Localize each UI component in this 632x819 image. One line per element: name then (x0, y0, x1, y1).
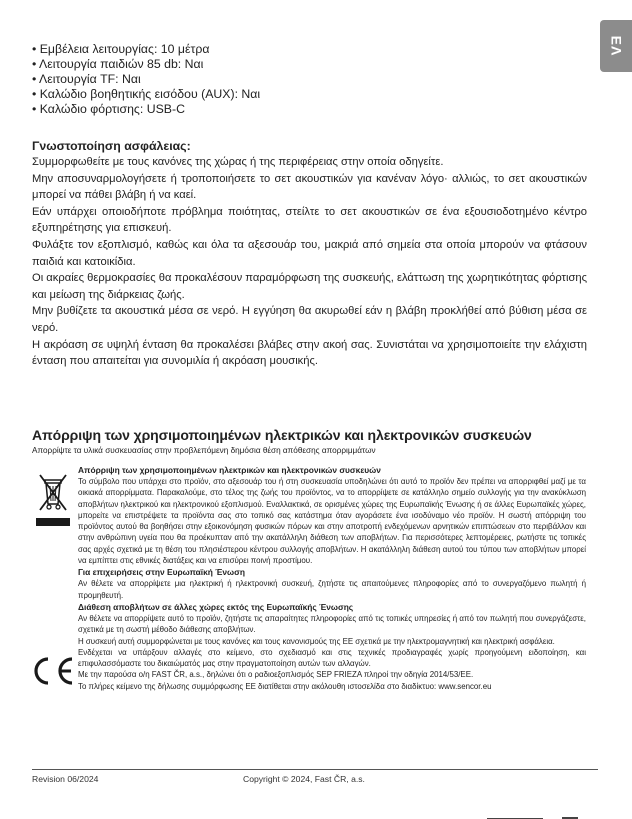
language-tab (600, 20, 632, 72)
crossed-bin-icon (36, 472, 70, 512)
footer-divider (32, 769, 598, 770)
safety-paragraph: Μην βυθίζετε τα ακουστικά μέσα σε νερό. Η εγγύηση θα ακυρωθεί εάν η βλάβη προκλήθεί από βύθιση μέσα σε νερό. (32, 305, 587, 334)
weee-title: Απόρριψη των χρησιμοποιημένων ηλεκτρικών και ηλεκτρονικών συσκευών (32, 427, 532, 443)
weee-subtitle: Απορρίψτε τα υλικά συσκευασίας στην προβλεπόμενη δημόσια θέση απόθεσης απορριμμάτων (32, 446, 376, 455)
weee-section-heading: Για επιχειρήσεις στην Ευρωπαϊκή Ένωση (78, 567, 245, 578)
declaration-url-text: Το πλήρες κείμενο της δήλωσης συμμόρφωσης ΕΕ διατίθεται στην ακόλουθη ιστοσελίδα στο διαδίκτυο: www.sencor.eu (78, 681, 492, 691)
weee-body (78, 464, 586, 692)
safety-notice (32, 139, 587, 370)
weee-section-heading: Απόρριψη των χρησιμοποιημένων ηλεκτρικών και ηλεκτρονικών συσκευών (78, 465, 381, 475)
language-tab-label: EΛ (608, 35, 624, 57)
spec-item: • Εμβέλεια λειτουργίας: 10 μέτρα (32, 42, 210, 56)
copyright-label: Copyright © 2024, Fast ČR, a.s. (243, 774, 365, 784)
spec-item: • Καλώδιο βοηθητικής εισόδου (AUX): Ναι (32, 87, 261, 101)
bin-bar (36, 518, 70, 526)
safety-paragraph: Εάν υπάρχει οποιοδήποτε πρόβλημα ποιότητας, στείλτε το σετ ακουστικών σε ένα εξουσιοδοτημένο κέντρο εξυπηρέτησης για επισκευή. (32, 205, 587, 235)
safety-paragraph: Φυλάξτε τον εξοπλισμό, καθώς και όλα τα αξεσουάρ του, μακριά από σημεία στα οποία μπορούν να φτάσουν παιδιά και κατοικίδια. (32, 238, 587, 268)
weee-section-text: Αν θέλετε να απορρίψετε μια ηλεκτρική ή ηλεκτρονική συσκευή, ζητήστε τις απαιτούμενες πληροφορίες από το συνεργαζόμενο πωλητή ή προμηθευτή. (78, 579, 586, 600)
weee-section-text: Το σύμβολο που υπάρχει στο προϊόν, στο αξεσουάρ του ή στη συσκευασία υποδηλώνει ότι αυτό το προϊόν δεν πρέπει να απορριφθεί μαζί με τα οικιακά απορρίμματα. Παρακαλούμε, στο τέλος της ζωής του προϊόντος, να το απορρίψετε σε κατάλληλο σημείο συλλογής για την ανακύκλωση αποβλήτων ηλεκτρικού και ηλεκτρονικού εξοπλισμού. Εναλλακτικά, σε ορισμένες χώρες της Ευρωπαϊκής Ένωσης ή σε άλλες Ευρωπαϊκές χώρες, μπορείτε να επιστρέψετε τα προϊόντα σας στο τοπικό σας κατάστημα όταν αγοράσετε ένα ισοδύναμο νέο προϊόν. Η σωστή απόρριψη του προϊόντος αυτού θα βοηθήσει στην εξοικονόμηση φυσικών πόρων και στην αποτροπή ενδεχόμενων αρνητικών επιπτώσεων στο περιβάλλον και στην ανθρώπινη υγεία που θα προέκυπταν από την ακατάλληλη διάθεση των αποβλήτων. Για περισσότερες λεπτομέρειες, ρωτήστε τις τοπικές σας αρχές σχετικά με τη θέση του πλησιέστερου κέντρου συλλογής αποβλήτων. Η ακατάλληλη διάθεση αυτού του τύπου των αποβλήτων μπορεί να εμπίπτει στις εθνικές διατάξεις και να επισύρει ποινή προστίμου. (78, 477, 586, 566)
safety-heading: Γνωστοποίηση ασφάλειας: (32, 139, 191, 153)
ce-mark-icon (28, 655, 76, 687)
spec-item: • Λειτουργία TF: Ναι (32, 72, 141, 86)
safety-paragraph: Συμμορφωθείτε με τους κανόνες της χώρας ή της περιφέρειας στην οποία οδηγείτε. (32, 156, 444, 168)
weee-section-heading: Διάθεση αποβλήτων σε άλλες χώρες εκτός της Ευρωπαϊκής Ένωσης (78, 601, 354, 612)
safety-paragraph: Μην αποσυναρμολογήσετε ή τροποποιήσετε το σετ ακουστικών για κανέναν λόγο· αλλιώς, το σετ ακουστικών μπορεί να πάθει βλάβη ή να καεί. (32, 172, 587, 202)
safety-paragraph: Οι ακραίες θερμοκρασίες θα προκαλέσουν παραμόρφωση της συσκευής, ελάττωση της χωρητικότητας φόρτισης και μείωση της διάρκειας ζωής. (32, 272, 587, 301)
spec-item: • Καλώδιο φόρτισης: USB-C (32, 102, 185, 116)
weee-section-text: Αν θέλετε να απορρίψετε αυτό το προϊόν, ζητήστε τις απαραίτητες πληροφορίες από τις τοπικές υπηρεσίες ή από τον πωλητή που συνεργάζεστε, σχετικά με τη σωστή μέθοδο διάθεσης αποβλήτων. (78, 613, 586, 635)
changes-notice: Ενδέχεται να υπάρξουν αλλαγές στο κείμενο, στο σχεδιασμό και στις τεχνικές προδιαγραφές χωρίς προηγούμενη ειδοποίηση, και επιφυλασσόμαστε του δικαιώματός μας στην πραγματοποίηση αυτών των αλλαγών. (78, 647, 586, 669)
revision-label: Revision 06/2024 (32, 774, 99, 784)
ce-compliance-text: Η συσκευή αυτή συμμορφώνεται με τους κανόνες και τους κανονισμούς της ΕΕ σχετικά με την ηλεκτρομαγνητική και ηλεκτρική ασφάλεια. (78, 636, 555, 646)
safety-paragraph: Η ακρόαση σε υψηλή ένταση θα προκαλέσει βλάβες στην ακοή σας. Συνιστάται να χρησιμοποιείτε την ελάχιστη ένταση που απαιτείται για συνομιλία ή ακρόαση μουσικής. (32, 338, 587, 368)
declaration-text: Με την παρούσα ο/η FAST ČR, a.s., δηλώνει ότι ο ραδιοεξοπλισμός SEP FRIEZA πληροί την οδηγία 2014/53/ΕΕ. (78, 670, 474, 680)
spec-item: • Λειτουργία παιδιών 85 db: Ναι (32, 57, 204, 71)
specifications-list (32, 42, 572, 117)
